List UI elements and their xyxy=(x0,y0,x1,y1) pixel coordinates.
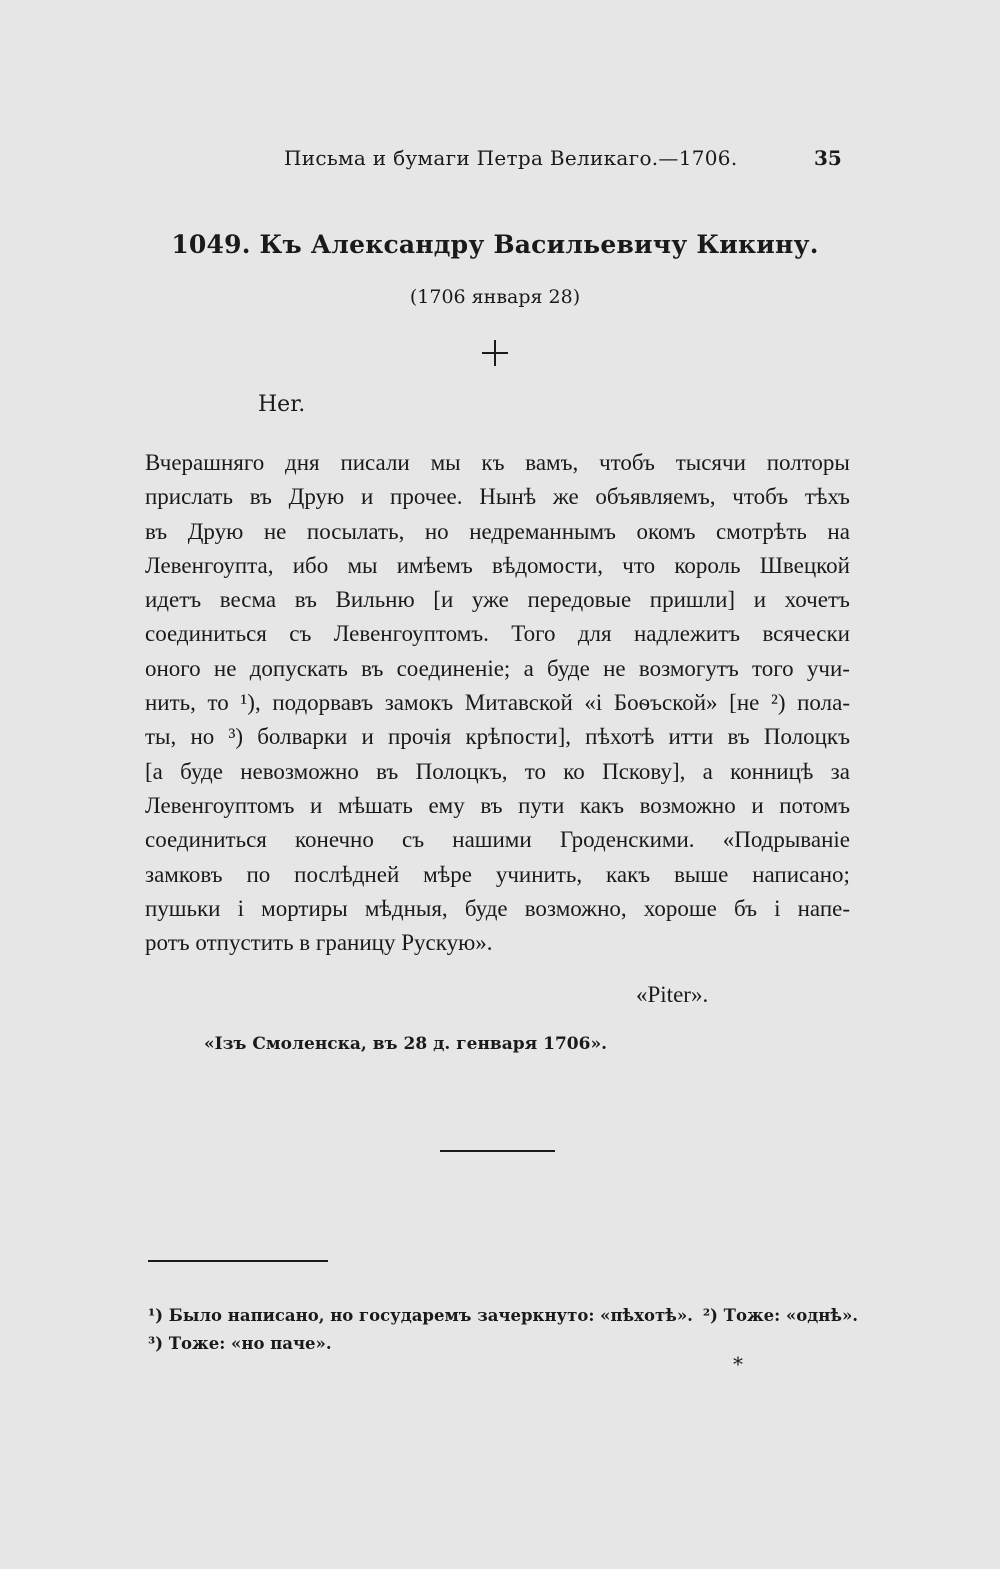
word: дня xyxy=(285,450,320,475)
footnotes xyxy=(148,1302,858,1358)
word: но xyxy=(424,518,449,544)
word: ибо xyxy=(292,552,329,578)
body-line xyxy=(145,480,850,514)
word: хороше xyxy=(643,895,717,921)
word: а xyxy=(702,758,713,784)
word: и xyxy=(310,792,323,818)
word: писали xyxy=(340,450,410,475)
letter-signature: «Piter». xyxy=(636,982,709,1007)
body-line xyxy=(145,515,850,549)
word: идетъ xyxy=(145,587,202,613)
word: буде xyxy=(180,758,223,784)
word: уже xyxy=(471,587,509,613)
word: въ xyxy=(480,792,503,818)
word: то xyxy=(207,690,229,716)
word: Боѳъской» xyxy=(613,690,718,716)
word: мы xyxy=(430,450,461,475)
word: а xyxy=(523,655,534,681)
body-line xyxy=(145,755,850,789)
word: соединеніе; xyxy=(396,655,511,681)
word: потомъ xyxy=(779,792,850,818)
word: замковъ xyxy=(145,861,223,887)
word: чтобъ xyxy=(732,484,789,510)
word: ²) xyxy=(770,690,786,716)
body-line: ротъ отпустить в границу Рускую». xyxy=(145,930,493,956)
word: вамъ, xyxy=(525,450,579,475)
word: бъ xyxy=(733,895,757,921)
body-line xyxy=(145,652,850,686)
letter-date: (1706 января 28) xyxy=(409,286,581,308)
word: и xyxy=(360,484,374,510)
word: вѣдомости, xyxy=(491,552,604,578)
word: Вчерашняго xyxy=(145,450,265,475)
word: болварки xyxy=(257,724,348,750)
footnote-line: ³) Тоже: «но паче». xyxy=(148,1334,332,1353)
body-line xyxy=(145,789,850,823)
word: соединиться xyxy=(145,827,267,853)
word: [и xyxy=(433,587,454,613)
word: буде xyxy=(464,895,508,921)
word: тѣхъ xyxy=(804,484,850,510)
word: ³) xyxy=(228,724,244,750)
word: мѣдныя, xyxy=(364,895,448,921)
word: и xyxy=(753,587,767,613)
word: нить, xyxy=(145,690,196,716)
word: нашими xyxy=(452,827,532,853)
word: прислать xyxy=(145,484,233,510)
body-line xyxy=(145,892,850,926)
word: Нынѣ xyxy=(479,484,537,510)
word: полторы xyxy=(766,450,850,475)
word: мы xyxy=(347,552,378,578)
word: Левенгоуптомъ xyxy=(145,792,295,818)
word: подорвавъ xyxy=(272,690,374,716)
word: і xyxy=(237,895,245,921)
word: то xyxy=(524,758,547,784)
word: въ xyxy=(145,518,168,544)
body-line xyxy=(145,549,850,583)
word: на xyxy=(827,518,850,544)
body-line xyxy=(145,823,850,857)
body-line xyxy=(145,858,850,892)
word: объявляемъ, xyxy=(595,484,716,510)
word: въ xyxy=(376,758,399,784)
word: и xyxy=(751,792,764,818)
word: выше xyxy=(674,861,729,887)
word: въ xyxy=(249,484,272,510)
word: послѣдней xyxy=(294,861,400,887)
word: итти xyxy=(668,724,714,750)
word: передовые xyxy=(527,587,632,613)
word: Швецкой xyxy=(759,552,850,578)
letter-title: 1049. Къ Александру Васильевичу Кикину. xyxy=(171,230,819,259)
word: ты, xyxy=(145,724,177,750)
body-line xyxy=(145,720,850,754)
word: замокъ xyxy=(384,690,454,716)
word: какъ xyxy=(606,861,651,887)
word: что xyxy=(622,552,656,578)
word: мѣре xyxy=(423,861,472,887)
word: «і xyxy=(584,690,603,716)
cross-icon xyxy=(482,340,508,366)
word: конечно xyxy=(295,827,374,853)
word: но xyxy=(190,724,215,750)
word: пушьки xyxy=(145,895,221,921)
word: тысячи xyxy=(675,450,746,475)
word: і xyxy=(774,895,781,921)
word: возмогутъ xyxy=(638,655,739,681)
word: ему xyxy=(428,792,465,818)
word: же xyxy=(552,484,579,510)
word: оного xyxy=(145,655,201,681)
word: посылать, xyxy=(306,518,405,544)
word: ¹), xyxy=(240,690,261,716)
word: въ xyxy=(361,655,384,681)
word: Левенгоупта, xyxy=(145,552,274,578)
word: соединиться xyxy=(145,621,267,647)
letter-place-date: «Ізъ Смоленска, въ 28 д. генваря 1706». xyxy=(204,1034,607,1054)
word: хочетъ xyxy=(784,587,850,613)
word: допускать xyxy=(249,655,348,681)
letter-body xyxy=(145,446,850,960)
word: пути xyxy=(518,792,565,818)
word: учинить, xyxy=(495,861,583,887)
footnote-part: ¹) Было написано, но государемъ зачеркнуто: «пѣхотѣ». xyxy=(148,1306,693,1325)
word: король xyxy=(674,552,741,578)
word: Друю xyxy=(288,484,345,510)
word: пришли] xyxy=(649,587,736,613)
word: написано; xyxy=(752,861,850,887)
word: крѣпости], xyxy=(465,724,571,750)
word: имѣемъ xyxy=(396,552,473,578)
word: Друю xyxy=(187,518,244,544)
body-line xyxy=(145,446,850,480)
word: какъ xyxy=(579,792,624,818)
word: [не xyxy=(729,690,760,716)
word: для xyxy=(577,621,612,647)
word: возможно xyxy=(639,792,736,818)
word: весма xyxy=(219,587,277,613)
word: чтобъ xyxy=(599,450,655,475)
word: того xyxy=(752,655,794,681)
word: не xyxy=(213,655,237,681)
word: мортиры xyxy=(261,895,348,921)
word: къ xyxy=(481,450,505,475)
word: съ xyxy=(289,621,312,647)
word: и xyxy=(361,724,374,750)
word: невозможно xyxy=(240,758,359,784)
footnote-divider xyxy=(148,1260,328,1262)
word: возможно, xyxy=(524,895,627,921)
word: съ xyxy=(402,827,425,853)
footnote-line xyxy=(148,1302,858,1330)
body-line xyxy=(145,617,850,651)
word: [а xyxy=(145,758,163,784)
page-number: 35 xyxy=(814,146,842,170)
word: окомъ xyxy=(636,518,696,544)
word: ко xyxy=(563,758,585,784)
word: Того xyxy=(511,621,556,647)
word: прочія xyxy=(388,724,452,750)
word: «Подрываніе xyxy=(722,827,850,853)
word: недреманнымъ xyxy=(469,518,616,544)
word: Левенгоуптомъ. xyxy=(333,621,489,647)
word: учи- xyxy=(806,655,850,681)
word: Полоцкъ, xyxy=(415,758,508,784)
word: смотрѣть xyxy=(716,518,807,544)
word: не xyxy=(263,518,287,544)
word: буде xyxy=(547,655,590,681)
body-line xyxy=(145,686,850,720)
word: въ xyxy=(727,724,750,750)
word: Вильню xyxy=(335,587,415,613)
word: въ xyxy=(294,587,317,613)
running-title: Письма и бумаги Петра Великаго.—1706. xyxy=(284,146,738,170)
word: прочее. xyxy=(390,484,463,510)
body-line xyxy=(145,583,850,617)
word: пола- xyxy=(797,690,850,716)
word: Полоцкъ xyxy=(763,724,850,750)
word: не xyxy=(603,655,626,681)
word: мѣшать xyxy=(337,792,413,818)
word: за xyxy=(830,758,850,784)
word: напе- xyxy=(797,895,850,921)
word: надлежитъ xyxy=(634,621,741,647)
word: конницѣ xyxy=(730,758,814,784)
word: всячески xyxy=(762,621,850,647)
printer-mark: * xyxy=(733,1352,743,1376)
letter-greeting: Her. xyxy=(258,392,306,417)
word: Митавской xyxy=(464,690,573,716)
word: Гроденскими. xyxy=(559,827,695,853)
word: Пскову], xyxy=(602,758,686,784)
word: по xyxy=(246,861,271,887)
word: пѣхотѣ xyxy=(585,724,655,750)
footnote-part: ²) Тоже: «однѣ». xyxy=(702,1306,858,1325)
section-divider xyxy=(440,1150,555,1152)
